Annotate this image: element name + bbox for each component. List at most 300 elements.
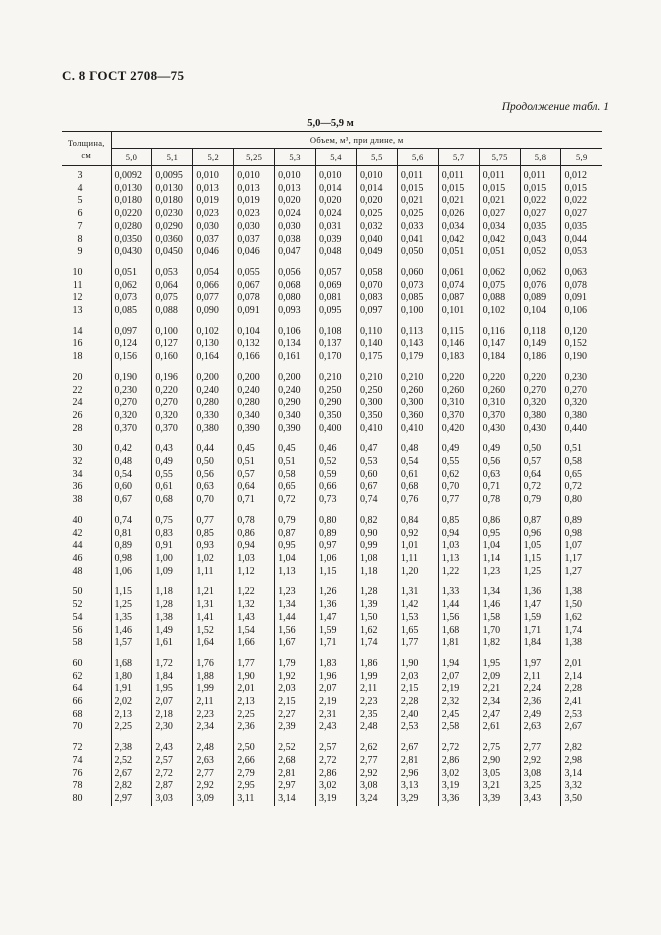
- volume-cell: 0,0180: [111, 195, 152, 208]
- volume-cell: 1,66: [234, 637, 275, 650]
- volume-cell: 1,20: [397, 566, 438, 579]
- volume-cell: 0,041: [397, 234, 438, 247]
- thickness-cell: 66: [62, 696, 111, 709]
- volume-cell: 2,67: [111, 768, 152, 781]
- volume-cell: 2,77: [520, 742, 561, 755]
- volume-cell: 0,220: [152, 385, 193, 398]
- volume-cell: 0,340: [234, 410, 275, 423]
- volume-cell: 2,52: [275, 742, 316, 755]
- volume-cell: 1,52: [193, 625, 234, 638]
- table-row: [62, 305, 602, 318]
- volume-cell: 1,06: [316, 553, 357, 566]
- volume-cell: 2,63: [520, 721, 561, 734]
- thickness-cell: 60: [62, 658, 111, 671]
- volume-cell: 0,72: [520, 481, 561, 494]
- volume-cell: 0,270: [520, 385, 561, 398]
- volume-cell: 0,350: [356, 410, 397, 423]
- thickness-cell: 40: [62, 515, 111, 528]
- thickness-cell: 56: [62, 625, 111, 638]
- volume-cell: 1,39: [356, 599, 397, 612]
- volume-cell: 0,080: [275, 292, 316, 305]
- volume-cell: 1,71: [520, 625, 561, 638]
- volume-cell: 3,25: [520, 780, 561, 793]
- table-row: [62, 515, 602, 528]
- volume-cell: 2,67: [397, 742, 438, 755]
- table-row: [62, 683, 602, 696]
- volume-cell: 1,97: [520, 658, 561, 671]
- volume-cell: 0,049: [356, 246, 397, 259]
- volume-cell: 0,410: [356, 423, 397, 436]
- volume-cell: 1,34: [479, 586, 520, 599]
- volume-cell: 0,100: [152, 326, 193, 339]
- volume-cell: 0,042: [438, 234, 479, 247]
- volume-cell: 0,99: [356, 540, 397, 553]
- length-header-row: [62, 149, 602, 166]
- volume-cell: 1,74: [356, 637, 397, 650]
- thickness-cell: 20: [62, 372, 111, 385]
- volume-cell: 2,90: [479, 755, 520, 768]
- thickness-cell: 30: [62, 443, 111, 456]
- volume-cell: 2,13: [234, 696, 275, 709]
- volume-cell: 0,310: [438, 397, 479, 410]
- volume-cell: 0,023: [193, 208, 234, 221]
- volume-cell: 1,67: [275, 637, 316, 650]
- volume-cell: 2,53: [397, 721, 438, 734]
- volume-cell: 1,68: [438, 625, 479, 638]
- volume-cell: 1,84: [152, 671, 193, 684]
- table-row: [62, 625, 602, 638]
- volume-cell: 0,170: [316, 351, 357, 364]
- table-row: [62, 246, 602, 259]
- volume-cell: 0,130: [193, 338, 234, 351]
- volume-cell: 2,48: [356, 721, 397, 734]
- volume-cell: 0,300: [397, 397, 438, 410]
- volume-cell: 0,051: [111, 267, 152, 280]
- volume-cell: 0,71: [234, 494, 275, 507]
- length-header-cell: 5,5: [356, 149, 397, 166]
- volume-cell: 0,54: [111, 469, 152, 482]
- volume-cell: 1,02: [193, 553, 234, 566]
- volume-cell: 0,95: [275, 540, 316, 553]
- volume-cell: 1,01: [397, 540, 438, 553]
- volume-cell: 1,71: [316, 637, 357, 650]
- group-spacer: [62, 507, 602, 515]
- volume-cell: 0,062: [111, 280, 152, 293]
- table-row: [62, 267, 602, 280]
- volume-cell: 0,72: [564, 481, 582, 493]
- volume-cell: 3,09: [193, 793, 234, 806]
- volume-cell: 2,03: [275, 683, 316, 696]
- volume-cell: 0,085: [111, 305, 152, 318]
- volume-cell: 0,053: [564, 246, 587, 258]
- volume-cell: 2,95: [234, 780, 275, 793]
- volume-cell: 2,39: [275, 721, 316, 734]
- table-row: [62, 709, 602, 722]
- thickness-cell: 34: [62, 469, 111, 482]
- volume-cell: 2,81: [275, 768, 316, 781]
- volume-cell: 0,270: [152, 397, 193, 410]
- table-body: [62, 166, 602, 806]
- volume-cell: 0,77: [438, 494, 479, 507]
- volume-cell: 0,053: [152, 267, 193, 280]
- volume-cell: 0,86: [479, 515, 520, 528]
- volume-cell: 0,50: [520, 443, 561, 456]
- volume-cell: 2,23: [356, 696, 397, 709]
- length-header-cell: 5,7: [438, 149, 479, 166]
- volume-cell: 0,78: [234, 515, 275, 528]
- volume-cell: 0,118: [520, 326, 561, 339]
- volume-cell: 1,94: [438, 658, 479, 671]
- length-header-cell: 5,1: [152, 149, 193, 166]
- volume-cell: 0,030: [193, 221, 234, 234]
- volume-cell: 2,68: [275, 755, 316, 768]
- thickness-cell: 48: [62, 566, 111, 579]
- volume-cell: 0,090: [193, 305, 234, 318]
- volume-cell: 0,89: [564, 514, 582, 526]
- volume-cell: 0,67: [356, 481, 397, 494]
- volume-cell: 0,074: [438, 280, 479, 293]
- volume-cell: 0,021: [479, 195, 520, 208]
- volume-cell: 2,92: [193, 780, 234, 793]
- volume-cell: 0,023: [234, 208, 275, 221]
- volume-cell: 0,430: [479, 423, 520, 436]
- volume-cell: 0,380: [193, 423, 234, 436]
- volume-cell: 1,41: [193, 612, 234, 625]
- volume-cell: 2,41: [564, 696, 582, 708]
- thickness-cell: 12: [62, 292, 111, 305]
- volume-cell: 2,82: [111, 780, 152, 793]
- volume-cell: 0,87: [275, 528, 316, 541]
- thickness-cell: 24: [62, 397, 111, 410]
- thickness-cell: 5: [62, 195, 111, 208]
- volume-cell: 2,81: [397, 755, 438, 768]
- volume-cell: 0,101: [438, 305, 479, 318]
- table-row: [62, 338, 602, 351]
- volume-cell: 1,11: [193, 566, 234, 579]
- volume-cell: 0,71: [479, 481, 520, 494]
- volume-cell: 0,0290: [152, 221, 193, 234]
- volume-cell: 0,0230: [152, 208, 193, 221]
- volume-cell: 0,100: [397, 305, 438, 318]
- thickness-cell: 52: [62, 599, 111, 612]
- group-spacer: [62, 578, 602, 586]
- volume-cell: 3,36: [438, 793, 479, 806]
- volume-cell: 0,024: [316, 208, 357, 221]
- table-row: [62, 721, 602, 734]
- table-row: [62, 166, 602, 183]
- thickness-cell: 80: [62, 793, 111, 806]
- volume-cell: 2,32: [438, 696, 479, 709]
- table-row: [62, 540, 602, 553]
- volume-cell: 0,60: [111, 481, 152, 494]
- group-spacer: [62, 364, 602, 372]
- volume-table: [62, 131, 602, 806]
- volume-cell: 0,87: [520, 515, 561, 528]
- volume-cell: 0,078: [234, 292, 275, 305]
- volume-cell: 0,190: [564, 351, 587, 363]
- volume-cell: 0,146: [438, 338, 479, 351]
- volume-cell: 0,063: [564, 266, 587, 278]
- volume-cell: 0,0360: [152, 234, 193, 247]
- volume-cell: 0,82: [356, 515, 397, 528]
- volume-cell: 1,12: [234, 566, 275, 579]
- volume-cell: 0,86: [234, 528, 275, 541]
- volume-cell: 3,05: [479, 768, 520, 781]
- volume-cell: 0,062: [520, 267, 561, 280]
- volume-cell: 0,085: [397, 292, 438, 305]
- volume-cell: 0,340: [275, 410, 316, 423]
- volume-cell: 0,058: [356, 267, 397, 280]
- volume-cell: 2,25: [111, 721, 152, 734]
- thickness-cell: 26: [62, 410, 111, 423]
- volume-cell: 0,89: [316, 528, 357, 541]
- volume-cell: 1,03: [438, 540, 479, 553]
- group-spacer: [62, 318, 602, 326]
- volume-cell: 0,147: [479, 338, 520, 351]
- volume-cell: 0,98: [111, 553, 152, 566]
- table-row: [62, 566, 602, 579]
- volume-cell: 3,02: [316, 780, 357, 793]
- thickness-cell: 62: [62, 671, 111, 684]
- volume-cell: 0,57: [234, 469, 275, 482]
- volume-cell: 3,14: [564, 767, 582, 779]
- volume-cell: 0,45: [275, 443, 316, 456]
- volume-cell: 0,067: [234, 280, 275, 293]
- volume-cell: 3,19: [316, 793, 357, 806]
- volume-cell: 1,96: [316, 671, 357, 684]
- volume-cell: 2,28: [564, 683, 582, 695]
- volume-cell: 0,073: [397, 280, 438, 293]
- volume-cell: 2,24: [520, 683, 561, 696]
- volume-cell: 0,010: [356, 166, 397, 183]
- volume-cell: 0,046: [193, 246, 234, 259]
- volume-cell: 0,032: [356, 221, 397, 234]
- volume-cell: 0,0095: [152, 166, 193, 183]
- volume-cell: 2,97: [275, 780, 316, 793]
- table-row: [62, 494, 602, 507]
- volume-cell: 1,46: [479, 599, 520, 612]
- volume-cell: 1,13: [438, 553, 479, 566]
- volume-cell: 0,68: [397, 481, 438, 494]
- volume-cell: 0,48: [397, 443, 438, 456]
- volume-cell: 0,113: [397, 326, 438, 339]
- volume-cell: 2,86: [438, 755, 479, 768]
- volume-cell: 3,13: [397, 780, 438, 793]
- volume-cell: 0,74: [356, 494, 397, 507]
- table-row: [62, 195, 602, 208]
- volume-cell: 0,440: [564, 422, 587, 434]
- volume-cell: 3,43: [520, 793, 561, 806]
- volume-cell: 0,025: [397, 208, 438, 221]
- table-row: [62, 637, 602, 650]
- volume-cell: 0,260: [397, 385, 438, 398]
- volume-cell: 0,42: [111, 443, 152, 456]
- volume-cell: 1,07: [564, 540, 582, 552]
- volume-cell: 0,014: [356, 183, 397, 196]
- volume-cell: 0,102: [193, 326, 234, 339]
- volume-cell: 2,28: [397, 696, 438, 709]
- volume-cell: 0,97: [316, 540, 357, 553]
- volume-cell: 2,86: [316, 768, 357, 781]
- volume-cell: 0,152: [564, 338, 587, 350]
- volume-cell: 0,035: [520, 221, 561, 234]
- volume-cell: 0,060: [397, 267, 438, 280]
- table-row: [62, 528, 602, 541]
- volume-cell: 0,81: [111, 528, 152, 541]
- volume-cell: 1,99: [193, 683, 234, 696]
- volume-cell: 0,84: [397, 515, 438, 528]
- volume-cell: 1,81: [438, 637, 479, 650]
- volume-cell: 0,390: [234, 423, 275, 436]
- volume-cell: 0,051: [479, 246, 520, 259]
- volume-cell: 1,25: [111, 599, 152, 612]
- volume-cell: 0,106: [275, 326, 316, 339]
- volume-cell: 0,064: [152, 280, 193, 293]
- table-continuation-label: Продолжение табл. 1: [501, 101, 609, 113]
- volume-cell: 0,011: [397, 166, 438, 183]
- volume-cell: 1,90: [234, 671, 275, 684]
- volume-cell: 0,095: [316, 305, 357, 318]
- group-spacer: [62, 650, 602, 658]
- volume-cell: 1,44: [275, 612, 316, 625]
- volume-cell: 0,80: [564, 494, 582, 506]
- volume-cell: 2,34: [193, 721, 234, 734]
- volume-cell: 0,320: [564, 397, 587, 409]
- table-row: [62, 586, 602, 599]
- volume-cell: 0,021: [397, 195, 438, 208]
- volume-cell: 0,0430: [111, 246, 152, 259]
- volume-cell: 3,50: [564, 792, 582, 804]
- volume-cell: 1,80: [111, 671, 152, 684]
- volume-cell: 0,60: [356, 469, 397, 482]
- volume-cell: 0,108: [316, 326, 357, 339]
- volume-cell: 0,360: [397, 410, 438, 423]
- volume-cell: 2,01: [234, 683, 275, 696]
- volume-cell: 1,04: [479, 540, 520, 553]
- volume-cell: 0,220: [479, 372, 520, 385]
- volume-cell: 2,23: [193, 709, 234, 722]
- volume-cell: 0,90: [356, 528, 397, 541]
- volume-cell: 2,61: [479, 721, 520, 734]
- volume-cell: 0,011: [520, 166, 561, 183]
- length-header-cell: 5,9: [561, 149, 602, 166]
- volume-cell: 0,47: [356, 443, 397, 456]
- volume-cell: 2,15: [275, 696, 316, 709]
- volume-cell: 1,47: [520, 599, 561, 612]
- volume-cell: 0,025: [356, 208, 397, 221]
- volume-cell: 1,09: [152, 566, 193, 579]
- volume-cell: 2,25: [234, 709, 275, 722]
- volume-cell: 0,83: [152, 528, 193, 541]
- table-row: [62, 742, 602, 755]
- thickness-cell: 4: [62, 183, 111, 196]
- volume-cell: 0,370: [479, 410, 520, 423]
- volume-cell: 0,031: [316, 221, 357, 234]
- volume-cell: 0,056: [275, 267, 316, 280]
- volume-cell: 0,280: [234, 397, 275, 410]
- length-header-cell: 5,75: [479, 149, 520, 166]
- volume-cell: 0,087: [438, 292, 479, 305]
- volume-cell: 0,097: [111, 326, 152, 339]
- volume-cell: 0,210: [397, 372, 438, 385]
- volume-cell: 1,77: [234, 658, 275, 671]
- volume-cell: 2,18: [152, 709, 193, 722]
- volume-cell: 1,23: [479, 566, 520, 579]
- thickness-cell: 22: [62, 385, 111, 398]
- volume-cell: 1,31: [193, 599, 234, 612]
- volume-cell: 1,50: [356, 612, 397, 625]
- table-row: [62, 208, 602, 221]
- thickness-cell: 38: [62, 494, 111, 507]
- volume-cell: 0,127: [152, 338, 193, 351]
- volume-cell: 0,51: [564, 443, 582, 455]
- table-row: [62, 671, 602, 684]
- thickness-cell: 64: [62, 683, 111, 696]
- volume-cell: 0,0092: [111, 166, 152, 183]
- volume-cell: 1,99: [356, 671, 397, 684]
- volume-cell: 0,94: [438, 528, 479, 541]
- volume-cell: 1,65: [397, 625, 438, 638]
- volume-cell: 0,054: [193, 267, 234, 280]
- thickness-cell: 70: [62, 721, 111, 734]
- table-row: [62, 612, 602, 625]
- volume-cell: 0,94: [234, 540, 275, 553]
- volume-cell: 2,02: [111, 696, 152, 709]
- volume-cell: 0,160: [152, 351, 193, 364]
- volume-cell: 2,50: [234, 742, 275, 755]
- volume-cell: 0,022: [520, 195, 561, 208]
- volume-cell: 1,88: [193, 671, 234, 684]
- volume-cell: 0,61: [397, 469, 438, 482]
- volume-cell: 0,75: [152, 515, 193, 528]
- thickness-cell: 58: [62, 637, 111, 650]
- volume-cell: 0,380: [564, 409, 587, 421]
- volume-cell: 1,06: [111, 566, 152, 579]
- volume-cell: 0,0450: [152, 246, 193, 259]
- volume-cell: 0,102: [479, 305, 520, 318]
- volume-cell: 0,230: [564, 371, 587, 383]
- volume-cell: 0,033: [397, 221, 438, 234]
- volume-cell: 0,132: [234, 338, 275, 351]
- volume-cell: 0,250: [316, 385, 357, 398]
- volume-cell: 0,035: [564, 220, 587, 232]
- volume-cell: 0,55: [438, 456, 479, 469]
- volume-cell: 0,051: [438, 246, 479, 259]
- volume-cell: 1,56: [275, 625, 316, 638]
- volume-cell: 0,179: [397, 351, 438, 364]
- volume-cell: 0,49: [152, 456, 193, 469]
- volume-cell: 2,40: [397, 709, 438, 722]
- table-row: [62, 326, 602, 339]
- volume-cell: 0,149: [520, 338, 561, 351]
- volume-cell: 0,380: [520, 410, 561, 423]
- volume-cell: 0,45: [234, 443, 275, 456]
- volume-cell: 2,58: [438, 721, 479, 734]
- volume-cell: 1,50: [564, 599, 582, 611]
- table-row: [62, 280, 602, 293]
- volume-cell: 0,143: [397, 338, 438, 351]
- volume-cell: 2,09: [479, 671, 520, 684]
- volume-cell: 0,066: [193, 280, 234, 293]
- volume-cell: 0,62: [438, 469, 479, 482]
- volume-cell: 0,98: [564, 527, 582, 539]
- volume-cell: 0,44: [193, 443, 234, 456]
- volume-cell: 0,120: [564, 325, 587, 337]
- volume-cell: 0,93: [193, 540, 234, 553]
- table-row: [62, 221, 602, 234]
- volume-cell: 0,010: [234, 166, 275, 183]
- volume-cell: 1,21: [193, 586, 234, 599]
